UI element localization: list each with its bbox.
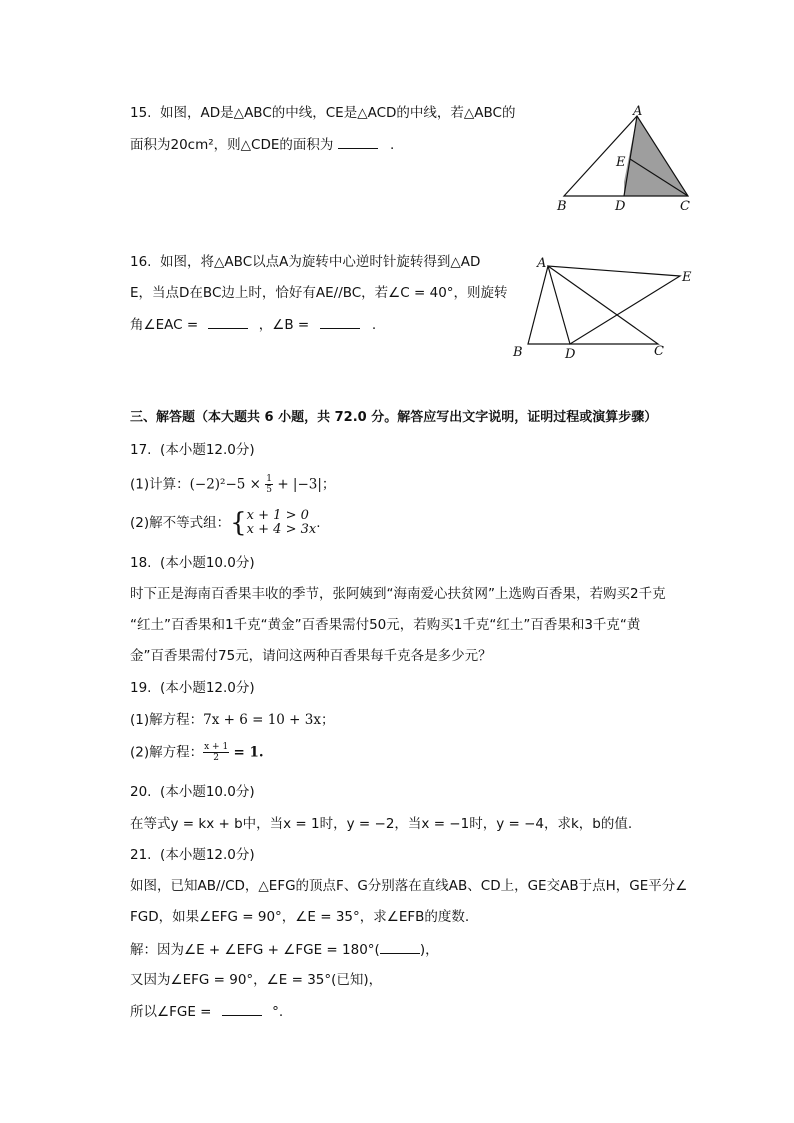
q19-part1-equation: 7x + 6 = 10 + 3x；: [203, 712, 335, 728]
q17-part1: [130, 474, 335, 495]
q21-line1: 如图，已知AB//CD，△EFG的顶点F、G分别落在直线AB、CD上，GE交AB于点H，GE平分∠: [130, 878, 688, 894]
q21-line3-end: )，: [419, 942, 439, 958]
q16-answer-blank-1[interactable]: [208, 314, 248, 329]
q21-heading: 21. (本小题12.0分): [130, 847, 255, 863]
q18-line2: “红土”百香果和1千克“黄金”百香果需付50元，若购买1千克“红土”百香果和3千克“黄: [130, 617, 641, 633]
q16-line2: E，当点D在BC边上时，恰好有AE//BC，若∠C = 40°，则旋转: [130, 285, 508, 301]
q16-label-a: A: [537, 256, 547, 271]
q16-triangle-abc: [528, 266, 658, 344]
q15-label-c: C: [680, 199, 690, 214]
q17-left-brace: {: [230, 508, 247, 538]
q21-line5-end: °.: [272, 1004, 284, 1020]
q21-line3: [130, 939, 439, 960]
q17-frac-num: 1: [266, 474, 273, 484]
q16-triangle-ade: [548, 266, 680, 344]
q15-line2: [130, 134, 394, 155]
q18-heading: 18. (本小题10.0分): [130, 555, 255, 571]
q19-frac-num: x + 1: [204, 742, 229, 752]
q17-part2-end: .: [316, 515, 321, 531]
q15-label-b: B: [557, 199, 567, 214]
q16-line3-end: .: [371, 317, 377, 333]
q17-part2: [130, 508, 321, 538]
q16-line3: [130, 314, 376, 335]
q21-line5: [130, 1001, 283, 1022]
q15-line1: 15. 如图，AD是△ABC的中线，CE是△ACD的中线，若△ABC的: [130, 105, 516, 121]
q17-fraction: [265, 474, 273, 495]
q17-inequality-system: [247, 509, 317, 537]
q15-line2-end: .: [390, 137, 395, 153]
q20-line1: 在等式y = kx + b中，当x = 1时，y = −2，当x = −1时，y = −4，求k，b的值.: [130, 816, 633, 832]
q19-part2: [130, 742, 264, 763]
q17-part2-label: (2)解不等式组：: [130, 515, 231, 531]
q17-part1-label: (1)计算：: [130, 476, 190, 493]
q21-reason-blank[interactable]: [380, 939, 420, 954]
q18-line3: 金”百香果需付75元，请问这两种百香果每千克各是多少元？: [130, 648, 492, 664]
q15-label-a: A: [633, 104, 643, 119]
q15-label-d: D: [615, 199, 626, 214]
q19-part1-label: (1)解方程：: [130, 712, 204, 728]
q17-part1-expr-a: (−2)²−5 ×: [189, 476, 261, 493]
q16-line3-text-a: 角∠EAC =: [130, 317, 199, 333]
q19-part2-label: (2)解方程：: [130, 744, 204, 761]
q17-frac-den: 5: [266, 485, 273, 495]
q19-part1: [130, 710, 334, 730]
q20-heading: 20. (本小题10.0分): [130, 784, 255, 800]
q18-line1: 时下正是海南百香果丰收的季节，张阿姨到“海南爱心扶贫网”上选购百香果，若购买2千克: [130, 586, 666, 602]
q17-heading: 17. (本小题12.0分): [130, 442, 255, 458]
q16-label-c: C: [654, 344, 664, 359]
q19-heading: 19. (本小题12.0分): [130, 680, 255, 696]
q21-line3-text: 解：因为∠E + ∠EFG + ∠FGE = 180°(: [130, 942, 380, 958]
q19-frac-den: 2: [213, 753, 220, 763]
q15-line2-text: 面积为20cm²，则△CDE的面积为: [130, 137, 334, 153]
q16-label-b: B: [513, 345, 523, 360]
q15-triangle-figure: [552, 104, 702, 216]
q16-rotation-figure: [508, 254, 698, 362]
q15-answer-blank[interactable]: [338, 134, 378, 149]
q21-angle-blank[interactable]: [222, 1001, 262, 1016]
q17-part1-expr-b: + |−3|；: [277, 476, 336, 493]
q21-line4: 又因为∠EFG = 90°，∠E = 35°(已知)，: [130, 972, 383, 988]
section-3-heading: 三、解答题（本大题共 6 小题，共 72.0 分。解答应写出文字说明，证明过程或演算步骤）: [130, 410, 658, 425]
q21-line2: FGD，如果∠EFG = 90°，∠E = 35°，求∠EFB的度数.: [130, 909, 470, 925]
q15-label-e: E: [616, 155, 626, 170]
q16-answer-blank-2[interactable]: [320, 314, 360, 329]
q16-line3-text-b: ，∠B =: [258, 317, 310, 333]
q19-fraction: [203, 742, 229, 763]
q15-shaded-region: [624, 116, 688, 196]
q16-label-e: E: [682, 270, 692, 285]
q19-part2-equation: = 1.: [233, 744, 264, 761]
q16-label-d: D: [565, 347, 576, 362]
q17-ineq-1: x + 1 > 0: [246, 508, 309, 523]
q21-line5-text: 所以∠FGE =: [130, 1004, 212, 1020]
q16-line1: 16. 如图，将△ABC以点A为旋转中心逆时针旋转得到△AD: [130, 254, 481, 270]
q17-ineq-2: x + 4 > 3x: [246, 522, 317, 537]
